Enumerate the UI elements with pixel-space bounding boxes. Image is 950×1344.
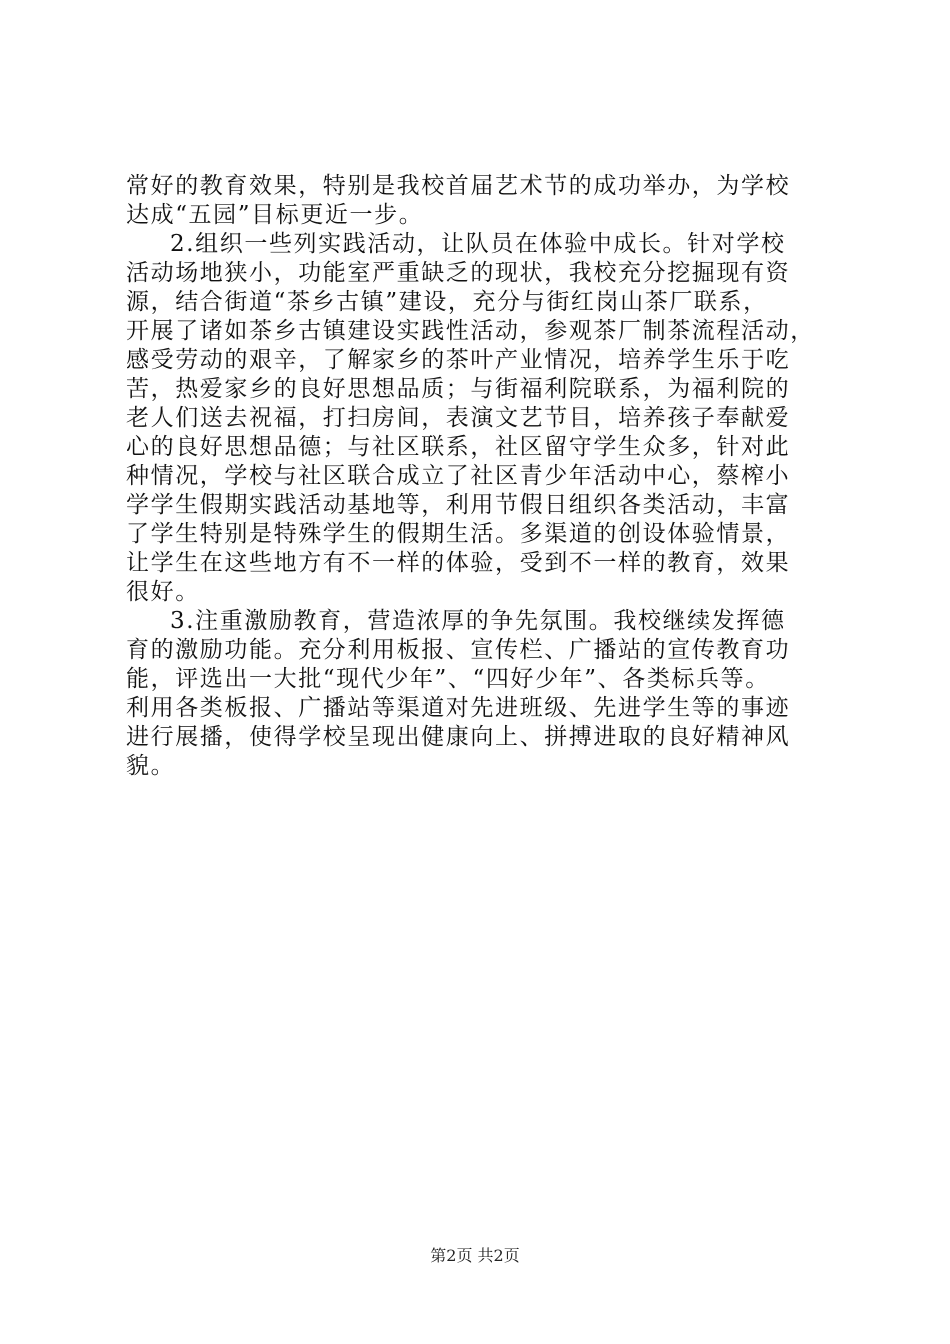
- text-line: 源，结合街道“茶乡古镇”建设，充分与街红岗山茶厂联系，: [126, 289, 768, 315]
- text-line: 进行展播，使得学校呈现出健康向上、拼搏进取的良好精神风: [126, 724, 791, 750]
- text-line: 育的激励功能。充分利用板报、宣传栏、广播站的宣传教育功: [126, 637, 791, 663]
- text-line: 了学生特别是特殊学生的假期生活。多渠道的创设体验情景，: [126, 521, 791, 547]
- text-line: 心的良好思想品德；与社区联系，社区留守学生众多，针对此: [126, 434, 791, 460]
- text-line: 开展了诸如茶乡古镇建设实践性活动，参观茶厂制茶流程活动，: [126, 318, 815, 344]
- text-line: 3.注重激励教育，营造浓厚的争先氛围。我校继续发挥德: [170, 608, 786, 634]
- text-line: 利用各类板报、广播站等渠道对先进班级、先进学生等的事迹: [126, 695, 791, 721]
- text-line: 能，评选出一大批“现代少年”、“四好少年”、各类标兵等。: [126, 666, 770, 692]
- paragraph: [126, 172, 846, 230]
- text-line: 很好。: [126, 579, 200, 605]
- text-line: 貌。: [126, 753, 176, 779]
- text-line: 老人们送去祝福，打扫房间，表演文艺节目，培养孩子奉献爱: [126, 405, 791, 431]
- text-line: 活动场地狭小，功能室严重缺乏的现状，我校充分挖掘现有资: [126, 260, 791, 286]
- text-line: 感受劳动的艰辛，了解家乡的茶叶产业情况，培养学生乐于吃: [126, 347, 791, 373]
- paragraph: [126, 230, 846, 607]
- paragraph: [126, 607, 846, 781]
- text-line: 学学生假期实践活动基地等，利用节假日组织各类活动，丰富: [126, 492, 791, 518]
- text-line: 苦，热爱家乡的良好思想品质；与街福利院联系，为福利院的: [126, 376, 791, 402]
- text-line: 2.组织一些列实践活动，让队员在体验中成长。针对学校: [170, 231, 786, 257]
- text-line: 种情况，学校与社区联合成立了社区青少年活动中心，蔡榨小: [126, 463, 791, 489]
- text-line: 达成“五园”目标更近一步。: [126, 202, 424, 228]
- text-line: 让学生在这些地方有不一样的体验，受到不一样的教育，效果: [126, 550, 791, 576]
- text-line: 常好的教育效果，特别是我校首届艺术节的成功举办，为学校: [126, 173, 791, 199]
- document-body: [126, 172, 846, 781]
- page-footer: 第2页 共2页: [430, 1246, 520, 1265]
